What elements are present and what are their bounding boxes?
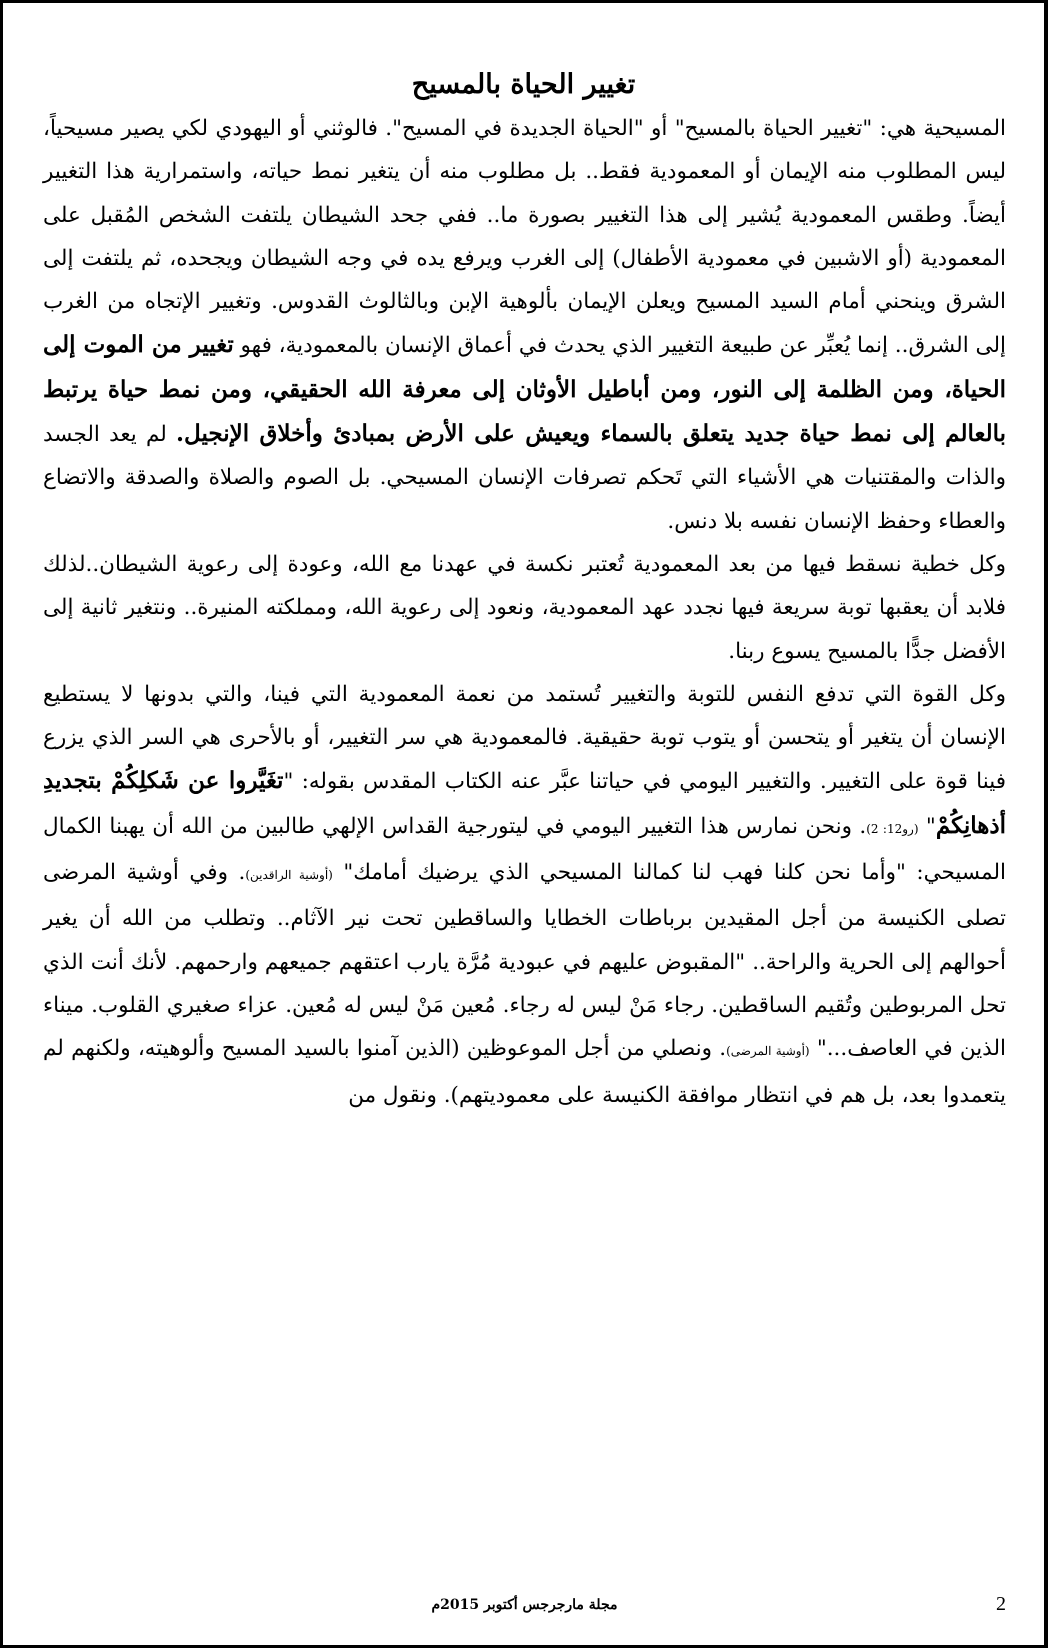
paragraph-text: لم يعد الجسد والذات والمقتنيات هي الأشياء التي تَحكم تصرفات الإنسان المسيحي. بل الصوم والصلاة والصدقة والاتضاع والعطاء وحفظ الإنسان نفسه بلا دنس. xyxy=(43,422,1006,534)
article-title: تغيير الحياة بالمسيح xyxy=(411,69,636,100)
paragraph xyxy=(43,543,1006,673)
paragraph-text: . ونصلي من أجل الموعوظين (الذين آمنوا بالسيد المسيح وألوهيته، ولكنهم لم يتعمدوا بعد، بل هم في انتظار موافقة الكنيسة على معموديتهم). ونقول من xyxy=(43,1036,1006,1108)
page-number: 2 xyxy=(996,1593,1006,1615)
paragraph-text: . وفي أوشية المرضى تصلى الكنيسة من أجل المقيدين برباطات الخطايا والساقطين تحت نير الآثام.. وتطلب من الله أن يغير أحوالهم إلى الحرية والراحة.. "المقبوض عليهم في عبودية مُرَّة يارب اعتقهم جميعهم وارحمهم. لأنك أنت الذي تحل المربوطين وتُقيم الساقطين. رجاء مَنْ ليس له رجاء. مُعين مَنْ ليس له مُعين. عزاء صغيري القلوب. ميناء الذين في العاصف..." xyxy=(43,860,1006,1062)
paragraph-text: وكل القوة التي تدفع النفس للتوبة والتغيير تُستمد من نعمة المعمودية التي فينا، والتي بدونها لا يستطيع الإنسان أن يتغير أو يتحسن أو يتوب توبة حقيقية. فالمعمودية هي سر التغيير، أو بالأحرى هي السر الذي يزرع فينا قوة على التغيير. والتغيير اليومي في حياتنا عبَّر عنه الكتاب المقدس بقوله: " xyxy=(43,681,1006,795)
paragraph-text: . ونحن نمارس هذا التغيير اليومي في ليتورجية القداس الإلهي طالبين من الله أن يهبنا الكمال المسيحي: "وأما نحن كلنا فهب لنا كمالنا المسيحي الذي يرضيك أمامك" xyxy=(43,813,1007,886)
emphasized-text: تغَيَّروا عن شَكلِكُمْ بتجديدِ أذهانِكُمْ xyxy=(43,767,1006,839)
paragraph xyxy=(43,673,1006,1117)
journal-name: مجلة مارجرجس أكتوبر 2015م xyxy=(431,1597,618,1613)
reference-note: (أوشية المرضى) xyxy=(726,1044,810,1059)
article-body xyxy=(43,107,1006,1117)
paragraph-text: " xyxy=(918,813,936,839)
page-footer xyxy=(43,1593,1006,1623)
emphasized-text: تغيير من الموت إلى الحياة، ومن الظلمة إلى النور، ومن أباطيل الأوثان إلى معرفة الله الحقيقي، ومن نمط حياة يرتبط بالعالم إلى نمط حياة جديد يتعلق بالسماء ويعيش على الأرض بمبادئ وأخلاق الإنجيل. xyxy=(43,331,1007,448)
reference-note: (أوشية الراقدين) xyxy=(245,868,333,883)
paragraph xyxy=(43,107,1006,543)
paragraph-text: المسيحية هي: "تغيير الحياة بالمسيح" أو "الحياة الجديدة في المسيح". فالوثني أو اليهودي لكي يصير مسيحياً، ليس المطلوب منه الإيمان أو المعمودية فقط.. بل مطلوب منه أن يتغير نمط حياته، واستمرارية هذا التغيير أيضاً. وطقس المعمودية يُشير إلى هذا التغيير بصورة ما.. ففي جحد الشيطان يلتفت الشخص المُقبل على المعمودية (أو الاشبين في معمودية الأطفال) إلى الغرب ويرفع يده في وجه الشيطان ويجحده، ثم يلتفت إلى الشرق وينحني أمام السيد المسيح ويعلن الإيمان بألوهية الإبن وبالثالوث القدوس. وتغيير الإتجاه من الغرب إلى الشرق.. إنما يُعبِّر عن طبيعة التغيير الذي يحدث في أعماق الإنسان بالمعمودية، فهو xyxy=(43,116,1006,359)
paragraph-text: وكل خطية نسقط فيها من بعد المعمودية تُعتبر نكسة في عهدنا مع الله، وعودة إلى رعوية الشيطان..لذلك فلابد أن يعقبها توبة سريعة فيها نجدد عهد المعمودية، ونعود إلى رعوية الله، ومملكته المنيرة.. ونتغير ثانية إلى الأفضل جدًّا بالمسيح يسوع ربنا. xyxy=(43,551,1006,664)
reference-note: (رو12: 2) xyxy=(866,821,919,836)
